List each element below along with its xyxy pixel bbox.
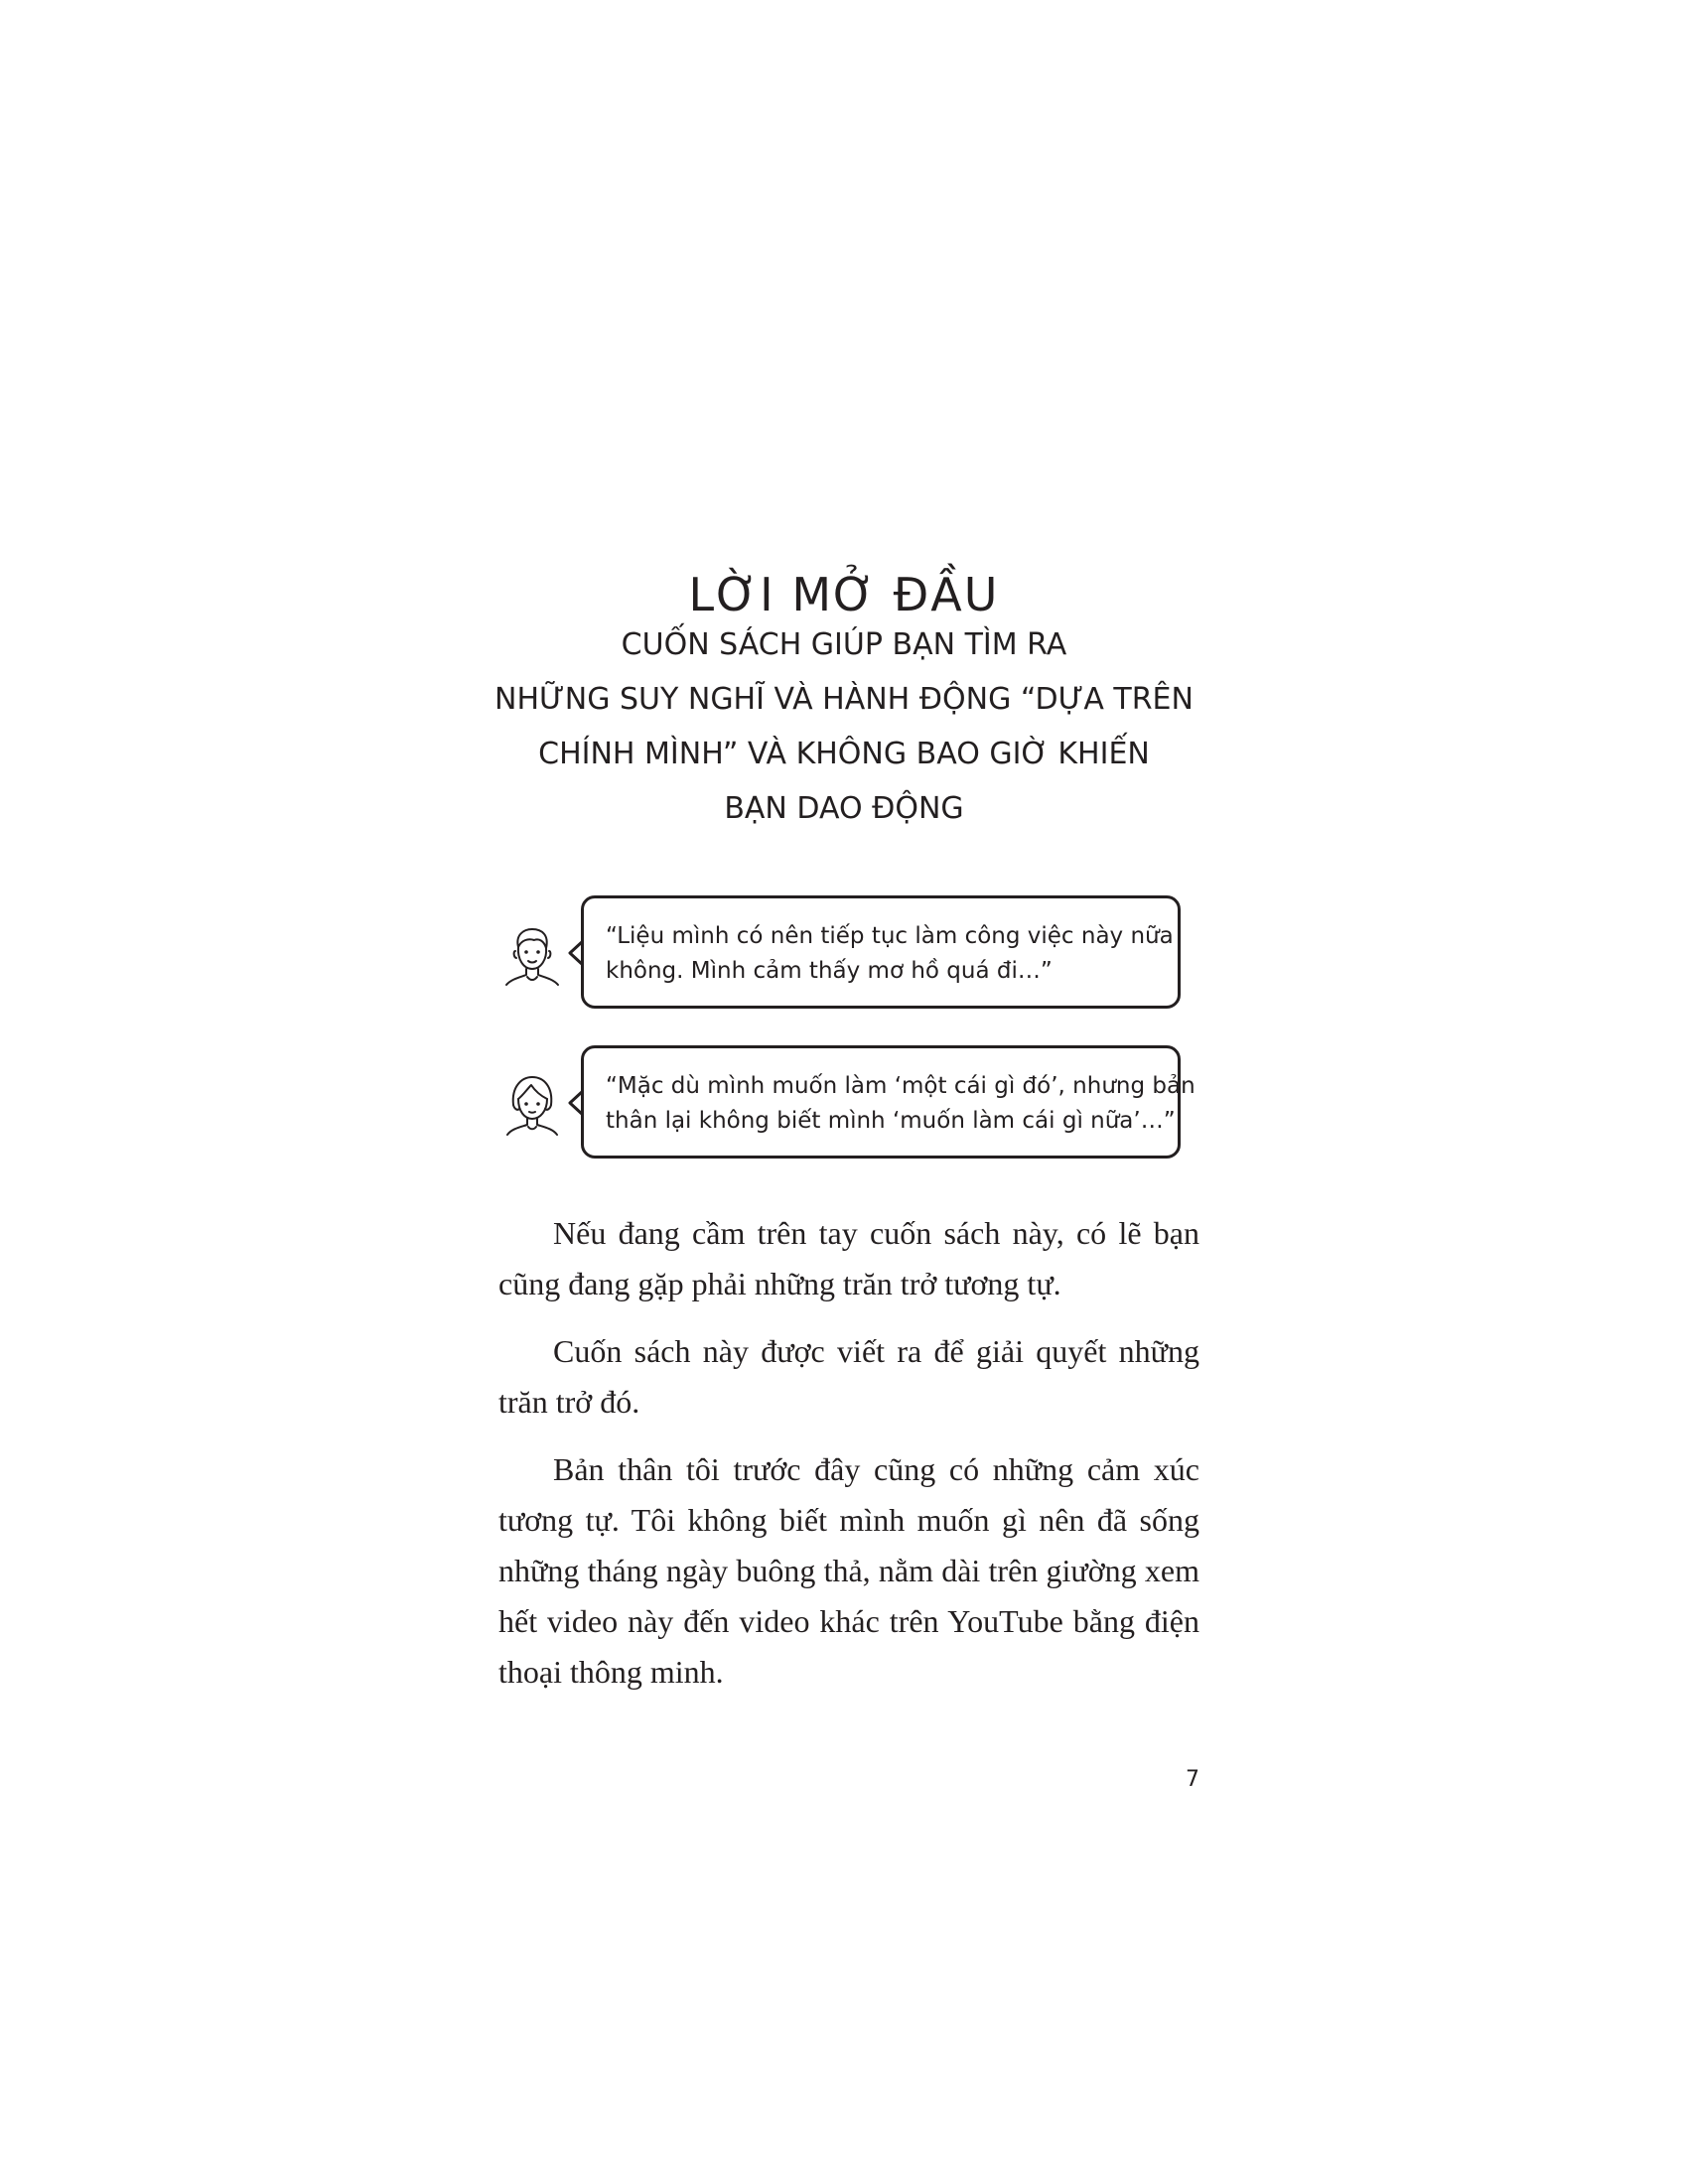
body-paragraph: Bản thân tôi trước đây cũng có những cảm xúc tương tự. Tôi không biết mình muốn gì nên đã sống những tháng ngày buông thả, nằm dài trên giường xem hết video này đến video khác trên YouTube bằng điện thoại thông minh. xyxy=(498,1451,1199,1690)
body-text xyxy=(498,1208,1199,1714)
bubble-text-line: không. Mình cảm thấy mơ hồ quá đi…” xyxy=(606,958,1053,984)
bubble-text-line: “Liệu mình có nên tiếp tục làm công việc này nữa xyxy=(606,923,1174,949)
body-paragraph: Nếu đang cầm trên tay cuốn sách này, có lẽ bạn cũng đang gặp phải những trăn trở tương tự. xyxy=(498,1215,1199,1301)
subtitle-line: NHỮNG SUY NGHĨ VÀ HÀNH ĐỘNG “DỰA TRÊN xyxy=(494,682,1194,717)
subtitle-line: CUỐN SÁCH GIÚP BẠN TÌM RA xyxy=(621,627,1067,662)
subtitle-line: BẠN DAO ĐỘNG xyxy=(724,791,964,826)
man-face-icon xyxy=(501,921,563,987)
woman-face-icon xyxy=(501,1071,563,1137)
bubble-text-line: “Mặc dù mình muốn làm ‘một cái gì đó’, nhưng bản xyxy=(606,1073,1196,1099)
bubble-text-line: thân lại không biết mình ‘muốn làm cái gì nữa’…” xyxy=(606,1108,1176,1134)
speech-bubble-2 xyxy=(581,1045,1196,1159)
dialog-row-2 xyxy=(501,1045,1196,1164)
chapter-subtitle xyxy=(437,617,1251,836)
speech-bubble-1 xyxy=(581,895,1181,1009)
page-number: 7 xyxy=(1186,1767,1199,1792)
body-paragraph: Cuốn sách này được viết ra để giải quyết những trăn trở đó. xyxy=(498,1333,1199,1420)
chapter-title: LỜI MỞ ĐẦU xyxy=(688,567,1000,621)
dialog-row-1 xyxy=(501,895,1187,1015)
subtitle-line: CHÍNH MÌNH” VÀ KHÔNG BAO GIỜ KHIẾN xyxy=(538,737,1150,771)
